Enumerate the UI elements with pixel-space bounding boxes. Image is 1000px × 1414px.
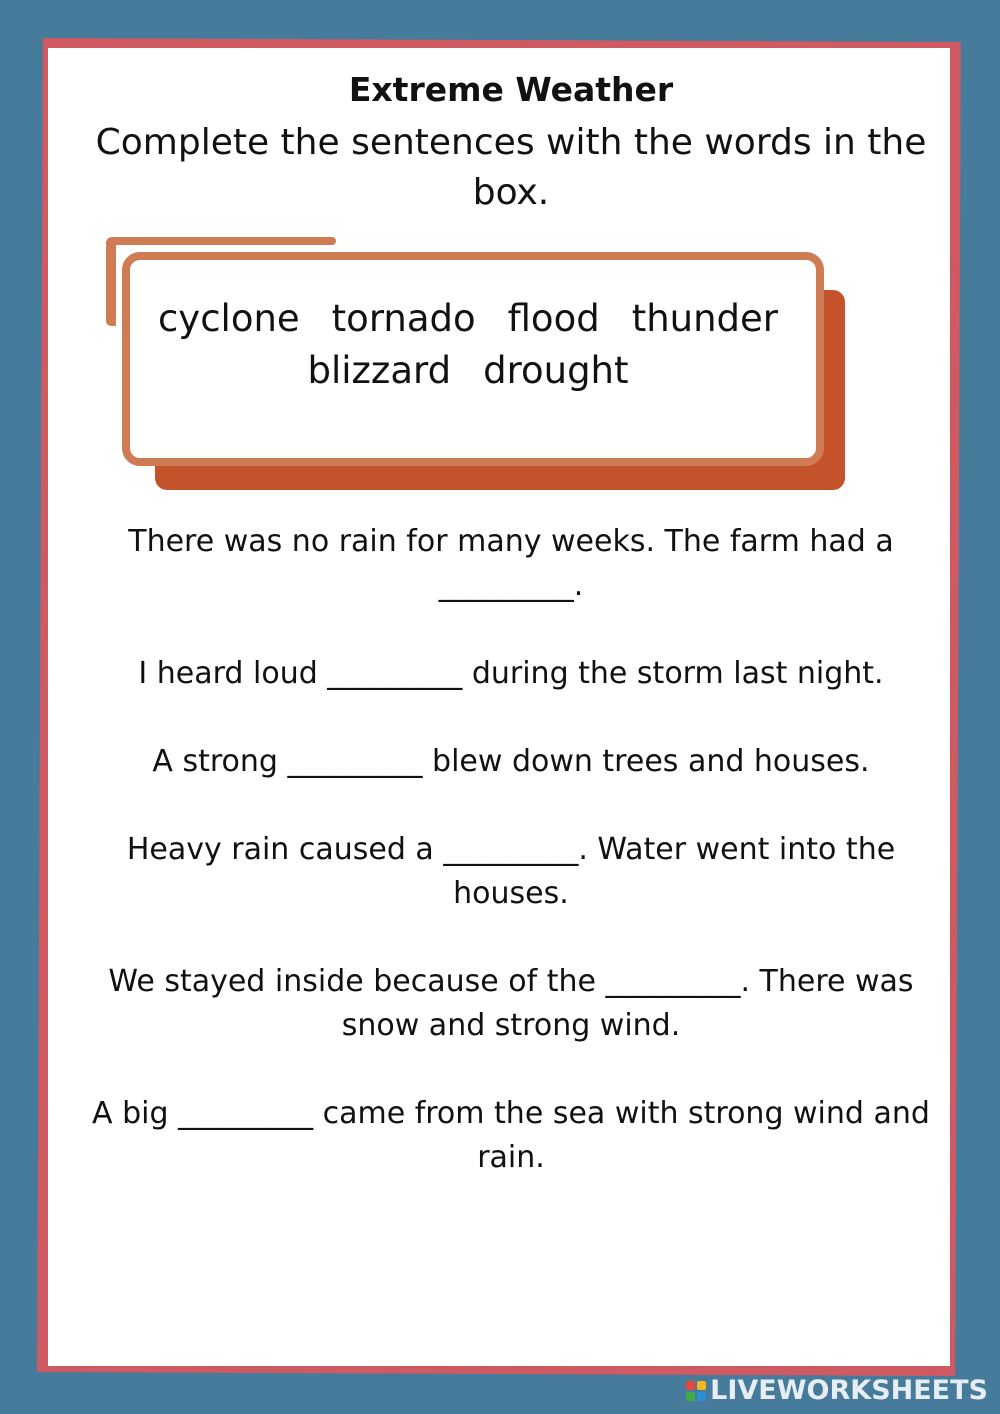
word-bank-item: flood bbox=[507, 297, 600, 340]
logo-mark-icon bbox=[686, 1381, 706, 1401]
word-box-accent-left bbox=[106, 242, 116, 326]
sentence-1: There was no rain for many weeks. The farm had a _________. bbox=[128, 524, 894, 603]
word-bank-item: thunder bbox=[631, 297, 779, 340]
worksheet-title: Extreme Weather bbox=[348, 70, 674, 109]
word-bank-item: drought bbox=[483, 349, 629, 392]
sentence-2: I heard loud _________ during the storm last night. bbox=[138, 656, 884, 691]
sentence-6: A big _________ came from the sea with strong wind and rain. bbox=[92, 1096, 930, 1175]
logo-square-yellow bbox=[697, 1381, 706, 1390]
word-bank-item: blizzard bbox=[307, 349, 452, 392]
liveworksheets-logo bbox=[686, 1375, 988, 1406]
word-box-accent-top bbox=[106, 237, 336, 245]
word-bank-item: tornado bbox=[331, 297, 476, 340]
logo-square-red bbox=[686, 1381, 695, 1390]
logo-square-green bbox=[686, 1392, 695, 1401]
logo-square-blue bbox=[697, 1392, 706, 1401]
word-bank bbox=[138, 293, 798, 397]
sentence-3: A strong _________ blew down trees and houses. bbox=[152, 744, 870, 779]
sentence-4: Heavy rain caused a _________. Water went into the houses. bbox=[126, 832, 896, 911]
worksheet-instructions: Complete the sentences with the words in the box. bbox=[95, 122, 927, 213]
logo-text: LIVEWORKSHEETS bbox=[710, 1375, 988, 1406]
word-bank-item: cyclone bbox=[157, 297, 300, 340]
sentence-5: We stayed inside because of the _________. There was snow and strong wind. bbox=[108, 964, 914, 1043]
